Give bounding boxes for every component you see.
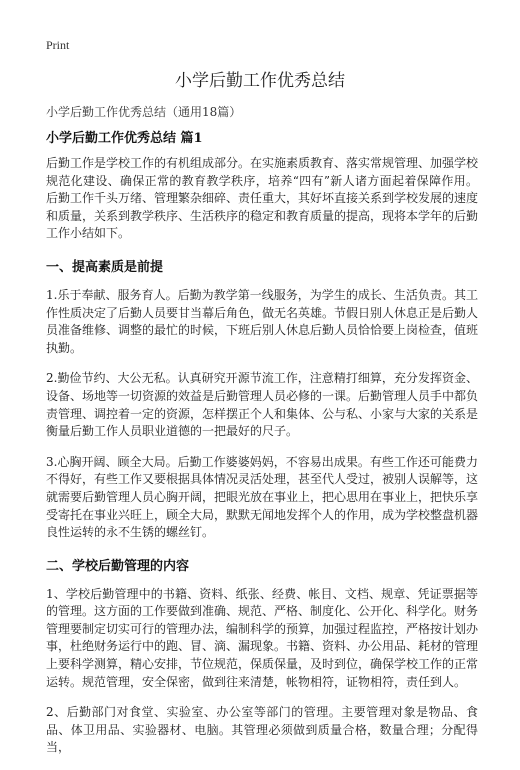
section1-paragraph-2: 2.勤俭节约、大公无私。认真研究开源节流工作，注意精打细算，充分发挥资金、设备、场地等一切资源的效益是后勤管理人员必修的一课。后勤管理人员手中都负责管理、调控着一定的资源，怎样摆正个人和集体、公与私、小家与大家的关系是衡量后勤工作人员职业道德的一把最好的尺子。: [46, 371, 479, 439]
document-title: 小学后勤工作优秀总结: [175, 71, 345, 91]
article-heading: 小学后勤工作优秀总结 篇1: [46, 131, 203, 146]
section-heading-2: 二、学校后勤管理的内容: [46, 558, 190, 574]
section2-paragraph-2: 2、后勤部门对食堂、实验室、办公室等部门的管理。主要管理对象是物品、食品、体卫用品、实验器材、电脑。其管理必须做到质量合格，数量合理；分配得当，: [46, 705, 478, 755]
section-heading-1: 一、提高素质是前提: [46, 259, 164, 275]
print-link[interactable]: Print: [46, 38, 70, 52]
document-subtitle: 小学后勤工作优秀总结（通用18篇）: [46, 105, 242, 119]
section1-paragraph-3: 3.心胸开阔、顾全大局。后勤工作婆婆妈妈，不容易出成果。有些工作还可能费力不得好，有些工作又要根据具体情况灵活处理，甚至代人受过，被别人误解等，这就需要后勤管理人员心胸开阔，把眼光放在事业上，把心思用在事业上，把快乐享受寄托在事业兴旺上，顾全大局，默默无闻地发挥个人的作用，成为学校整盘机器良性运转的永不生锈的螺丝钉。: [46, 454, 479, 540]
section2-paragraph-1: 1、学校后勤管理中的书籍、资料、纸张、经费、帐目、文档、规章、凭证票据等的管理。这方面的工作要做到准确、规范、严格、制度化、公开化、科学化。财务管理要制定切实可行的管理办法，编制科学的预算，加强过程监控，严格按计划办事，杜绝财务运行中的跑、冒、滴、漏现象。书籍、资料、办公用品、耗材的管理上要科学测算，精心安排，节位规范，保质保量，及时到位，确保学校工作的正常运转。规范管理，安全保密，做到往来清楚，帐物相符，证物相符，责任到人。: [46, 586, 479, 689]
intro-paragraph: 后勤工作是学校工作的有机组成部分。在实施素质教育、落实常规管理、加强学校规范化建设、确保正常的教育教学秩序，培养“四有”新人诸方面起着保障作用。后勤工作千头万绪、管理繁杂细碎、责任重大，其好坏直接关系到学校发展的速度和质量，关系到教学秩序、生活秩序的稳定和教育质量的提高，现将本学年的后勤工作小结如下。: [46, 156, 479, 241]
article-body: [46, 127, 478, 770]
section1-paragraph-1: 1.乐于奉献、服务育人。后勤为教学第一线服务，为学生的成长、生活负责。其工作性质决定了后勤人员要甘当幕后角色，做无名英雄。节假日别人休息正是后勤人员准备维修、调整的最忙的时候，下班后别人休息后勤人员恰恰要上岗检查，值班执勤。: [46, 287, 479, 355]
